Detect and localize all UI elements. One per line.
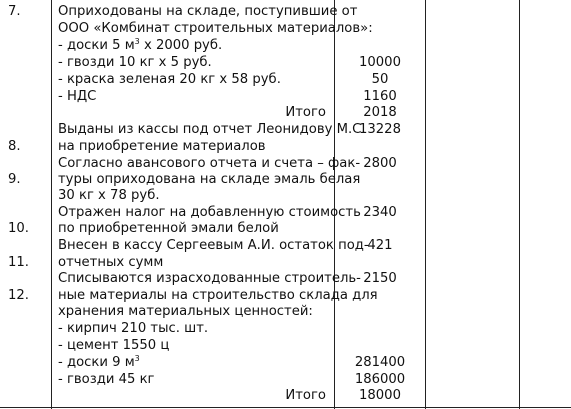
entry-description: Списываются израсходованные строитель- xyxy=(58,271,361,286)
table-row xyxy=(0,354,571,371)
entry-description: хранения материальных ценностей: xyxy=(58,304,313,319)
entry-amount: 2800 xyxy=(363,156,397,171)
table-row xyxy=(0,237,571,254)
entry-description: Выданы из кассы под отчет Леонидову М.С. xyxy=(58,122,366,137)
table-row xyxy=(0,138,571,155)
entry-amount: 2150 xyxy=(363,271,397,286)
table-row xyxy=(0,171,571,188)
row-divider xyxy=(0,407,571,408)
entry-description: - НДС xyxy=(58,89,97,104)
table-row xyxy=(0,220,571,237)
entry-description: Отражен налог на добавленную стоимость xyxy=(58,205,361,220)
entry-number: 10. xyxy=(8,221,29,236)
entry-description: - доски 5 $м^3$ х 2000 руб. xyxy=(58,37,223,53)
total-label: Итого xyxy=(285,388,326,403)
entry-description: Внесен в кассу Сергеевым А.И. остаток под- xyxy=(58,238,369,253)
entry-number: 9. xyxy=(8,172,21,187)
entry-description: - гвозди 45 кг xyxy=(58,372,155,387)
table-row xyxy=(0,155,571,172)
entry-description: Оприходованы на складе, поступившие от xyxy=(58,4,358,19)
table-row xyxy=(0,3,571,20)
table-row xyxy=(0,254,571,271)
entry-number: 12. xyxy=(8,288,29,303)
table-row xyxy=(0,270,571,287)
entry-description: ООО «Комбинат строительных материалов»: xyxy=(58,21,373,36)
entry-description: - краска зеленая 20 кг х 58 руб. xyxy=(58,72,281,87)
entry-description: - цемент 1550 ц xyxy=(58,338,170,353)
table-row xyxy=(0,54,571,71)
table-row xyxy=(0,303,571,320)
table-row xyxy=(0,187,571,204)
entry-number: 11. xyxy=(8,255,29,270)
table-row xyxy=(0,337,571,354)
table-row xyxy=(0,320,571,337)
entry-description: Согласно авансового отчета и счета – фак- xyxy=(58,156,361,171)
entry-amount: 1160 xyxy=(363,89,397,104)
table-row xyxy=(0,287,571,304)
table-row xyxy=(0,204,571,221)
total-label: Итого xyxy=(285,105,326,120)
entry-amount: 10000 xyxy=(359,55,401,70)
entry-amount: 281400 xyxy=(354,355,406,370)
entry-description: туры оприходована на складе эмаль белая xyxy=(58,172,361,187)
entry-amount: 2340 xyxy=(363,205,397,220)
entry-number: 8. xyxy=(8,139,21,154)
entry-amount: 13228 xyxy=(359,122,401,137)
table-row xyxy=(0,121,571,138)
entry-description: - кирпич 210 тыс. шт. xyxy=(58,321,209,336)
table-row xyxy=(0,20,571,37)
entry-amount: 2018 xyxy=(363,105,397,120)
entry-description: отчетных сумм xyxy=(58,255,164,270)
entry-amount: 421 xyxy=(367,238,393,253)
table-row xyxy=(0,387,571,404)
table-row xyxy=(0,104,571,121)
table-row xyxy=(0,371,571,388)
entry-description: - гвозди 10 кг х 5 руб. xyxy=(58,55,212,70)
entry-description: на приобретение материалов xyxy=(58,139,266,154)
table-row xyxy=(0,37,571,54)
entry-description: ные материалы на строительство склада для xyxy=(58,288,378,303)
entry-amount: 18000 xyxy=(359,388,401,403)
entry-amount: 50 xyxy=(371,72,389,87)
entry-description: по приобретенной эмали белой xyxy=(58,221,279,236)
entry-amount: 186000 xyxy=(354,372,406,387)
table-row xyxy=(0,88,571,105)
table-row xyxy=(0,71,571,88)
entry-description: 30 кг х 78 руб. xyxy=(58,188,160,203)
entry-number: 7. xyxy=(8,4,21,19)
entry-description: - доски 9 $м^3$ xyxy=(58,354,140,370)
